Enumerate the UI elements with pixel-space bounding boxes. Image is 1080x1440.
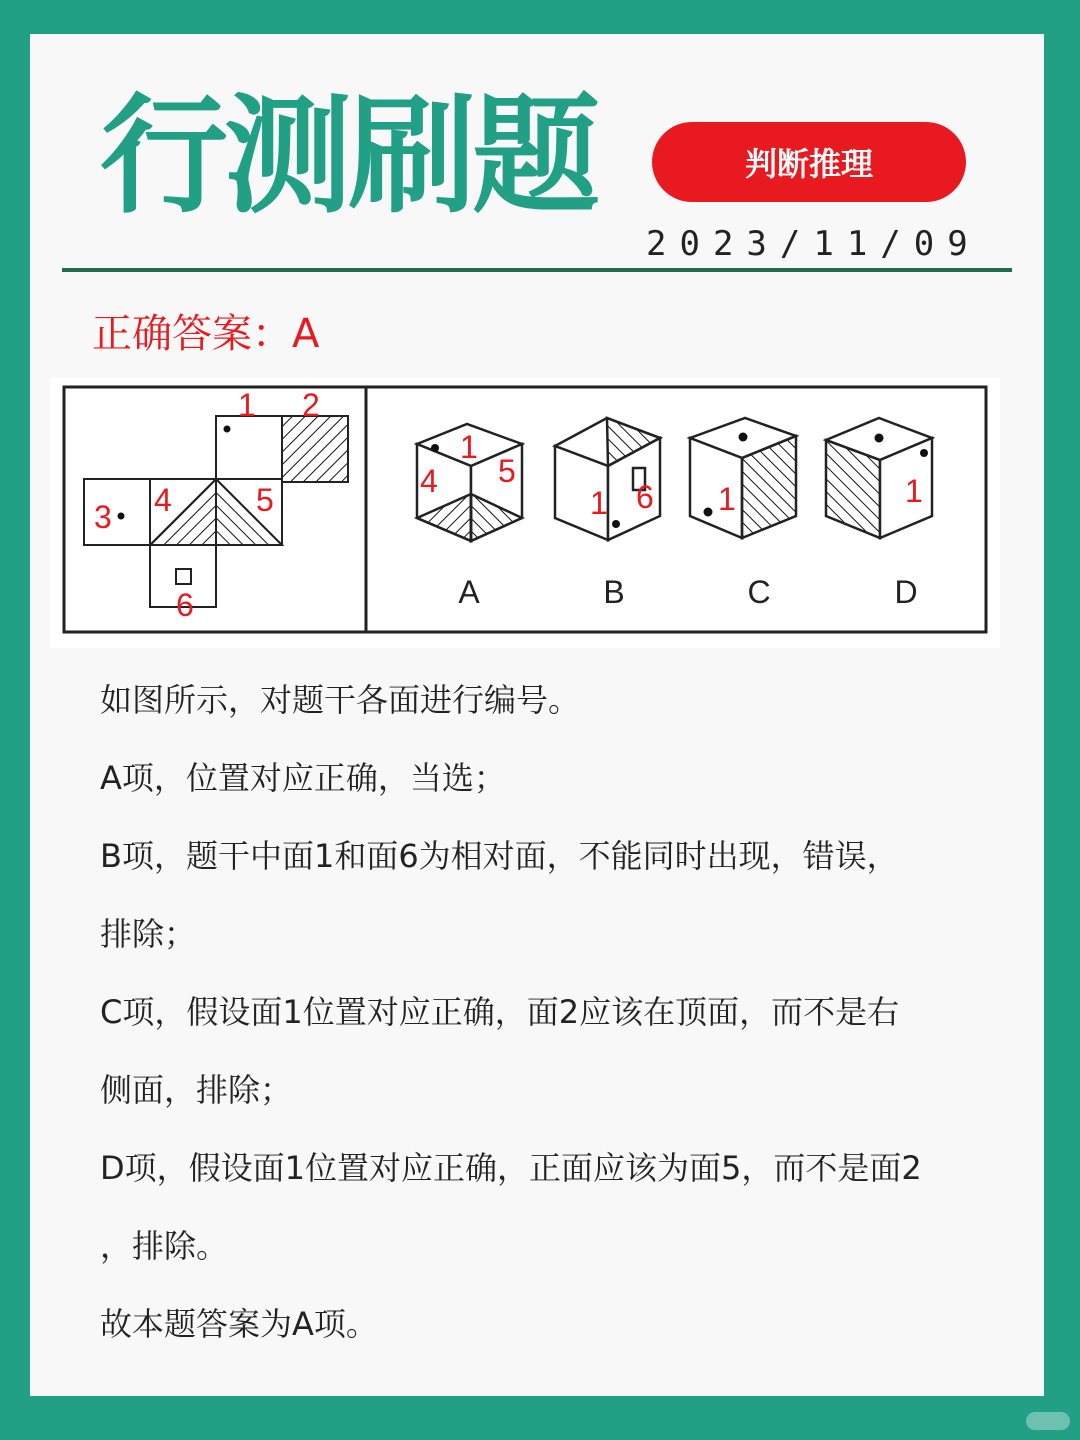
explanation-line: ，排除。	[100, 1227, 229, 1265]
explanation	[100, 670, 1000, 1372]
net-face-6-square	[176, 569, 191, 584]
content-card	[30, 34, 1044, 1396]
cube-d-label: 1	[905, 473, 923, 509]
cube-a-label: 5	[498, 453, 516, 489]
cube-d-top-dot	[875, 434, 884, 443]
cube-a-dot	[431, 444, 439, 452]
net-label: 1	[238, 387, 256, 423]
cube-a-label: 1	[460, 429, 478, 465]
header-divider	[62, 268, 1012, 272]
explanation-line: 故本题答案为A项。	[100, 1305, 378, 1343]
cube-c-labels	[718, 481, 736, 517]
cube-c-top-dot	[739, 433, 748, 442]
cube-a-label: 4	[420, 463, 438, 499]
cube-b-label: 1	[590, 485, 608, 521]
explanation-line: 如图所示，对题干各面进行编号。	[100, 681, 581, 719]
cube-c-label: 1	[718, 481, 736, 517]
explanation-line: C项，假设面1位置对应正确，面2应该在顶面，而不是右	[100, 993, 900, 1031]
question-figure	[50, 378, 1000, 648]
cube-figure	[50, 378, 1000, 648]
option-label-b: B	[603, 574, 625, 610]
net-face-3-dot	[118, 513, 125, 520]
net-face-1-dot	[224, 426, 231, 433]
category-badge: 判断推理	[652, 122, 966, 202]
net-label: 6	[176, 587, 194, 623]
watermark	[1026, 1412, 1070, 1430]
net-label: 4	[154, 482, 172, 518]
net-label: 2	[302, 387, 320, 423]
option-label-c: C	[747, 574, 771, 610]
cube-d-labels	[905, 473, 923, 509]
correct-answer: 正确答案：A	[92, 311, 320, 357]
cube-d-side-dot	[920, 449, 928, 457]
page-title: 行测刷题	[100, 82, 597, 231]
cube-option-c	[690, 418, 796, 538]
net-label: 5	[256, 482, 274, 518]
cube-c-front-dot	[704, 508, 713, 517]
net-face-2	[282, 416, 348, 482]
explanation-line: D项，假设面1位置对应正确，正面应该为面5，而不是面2	[100, 1149, 922, 1187]
cube-b-dot	[612, 520, 620, 528]
explanation-line: B项，题干中面1和面6为相对面，不能同时出现，错误，	[100, 837, 899, 875]
explanation-line: A项，位置对应正确，当选；	[100, 759, 506, 797]
explanation-line: 排除；	[100, 915, 197, 953]
option-label-a: A	[458, 574, 480, 610]
cube-b-label: 6	[636, 479, 654, 515]
option-label-d: D	[894, 574, 918, 610]
date-label: 2023/11/09	[646, 224, 981, 264]
explanation-line: 侧面，排除；	[100, 1071, 293, 1109]
net-label: 3	[94, 499, 112, 535]
